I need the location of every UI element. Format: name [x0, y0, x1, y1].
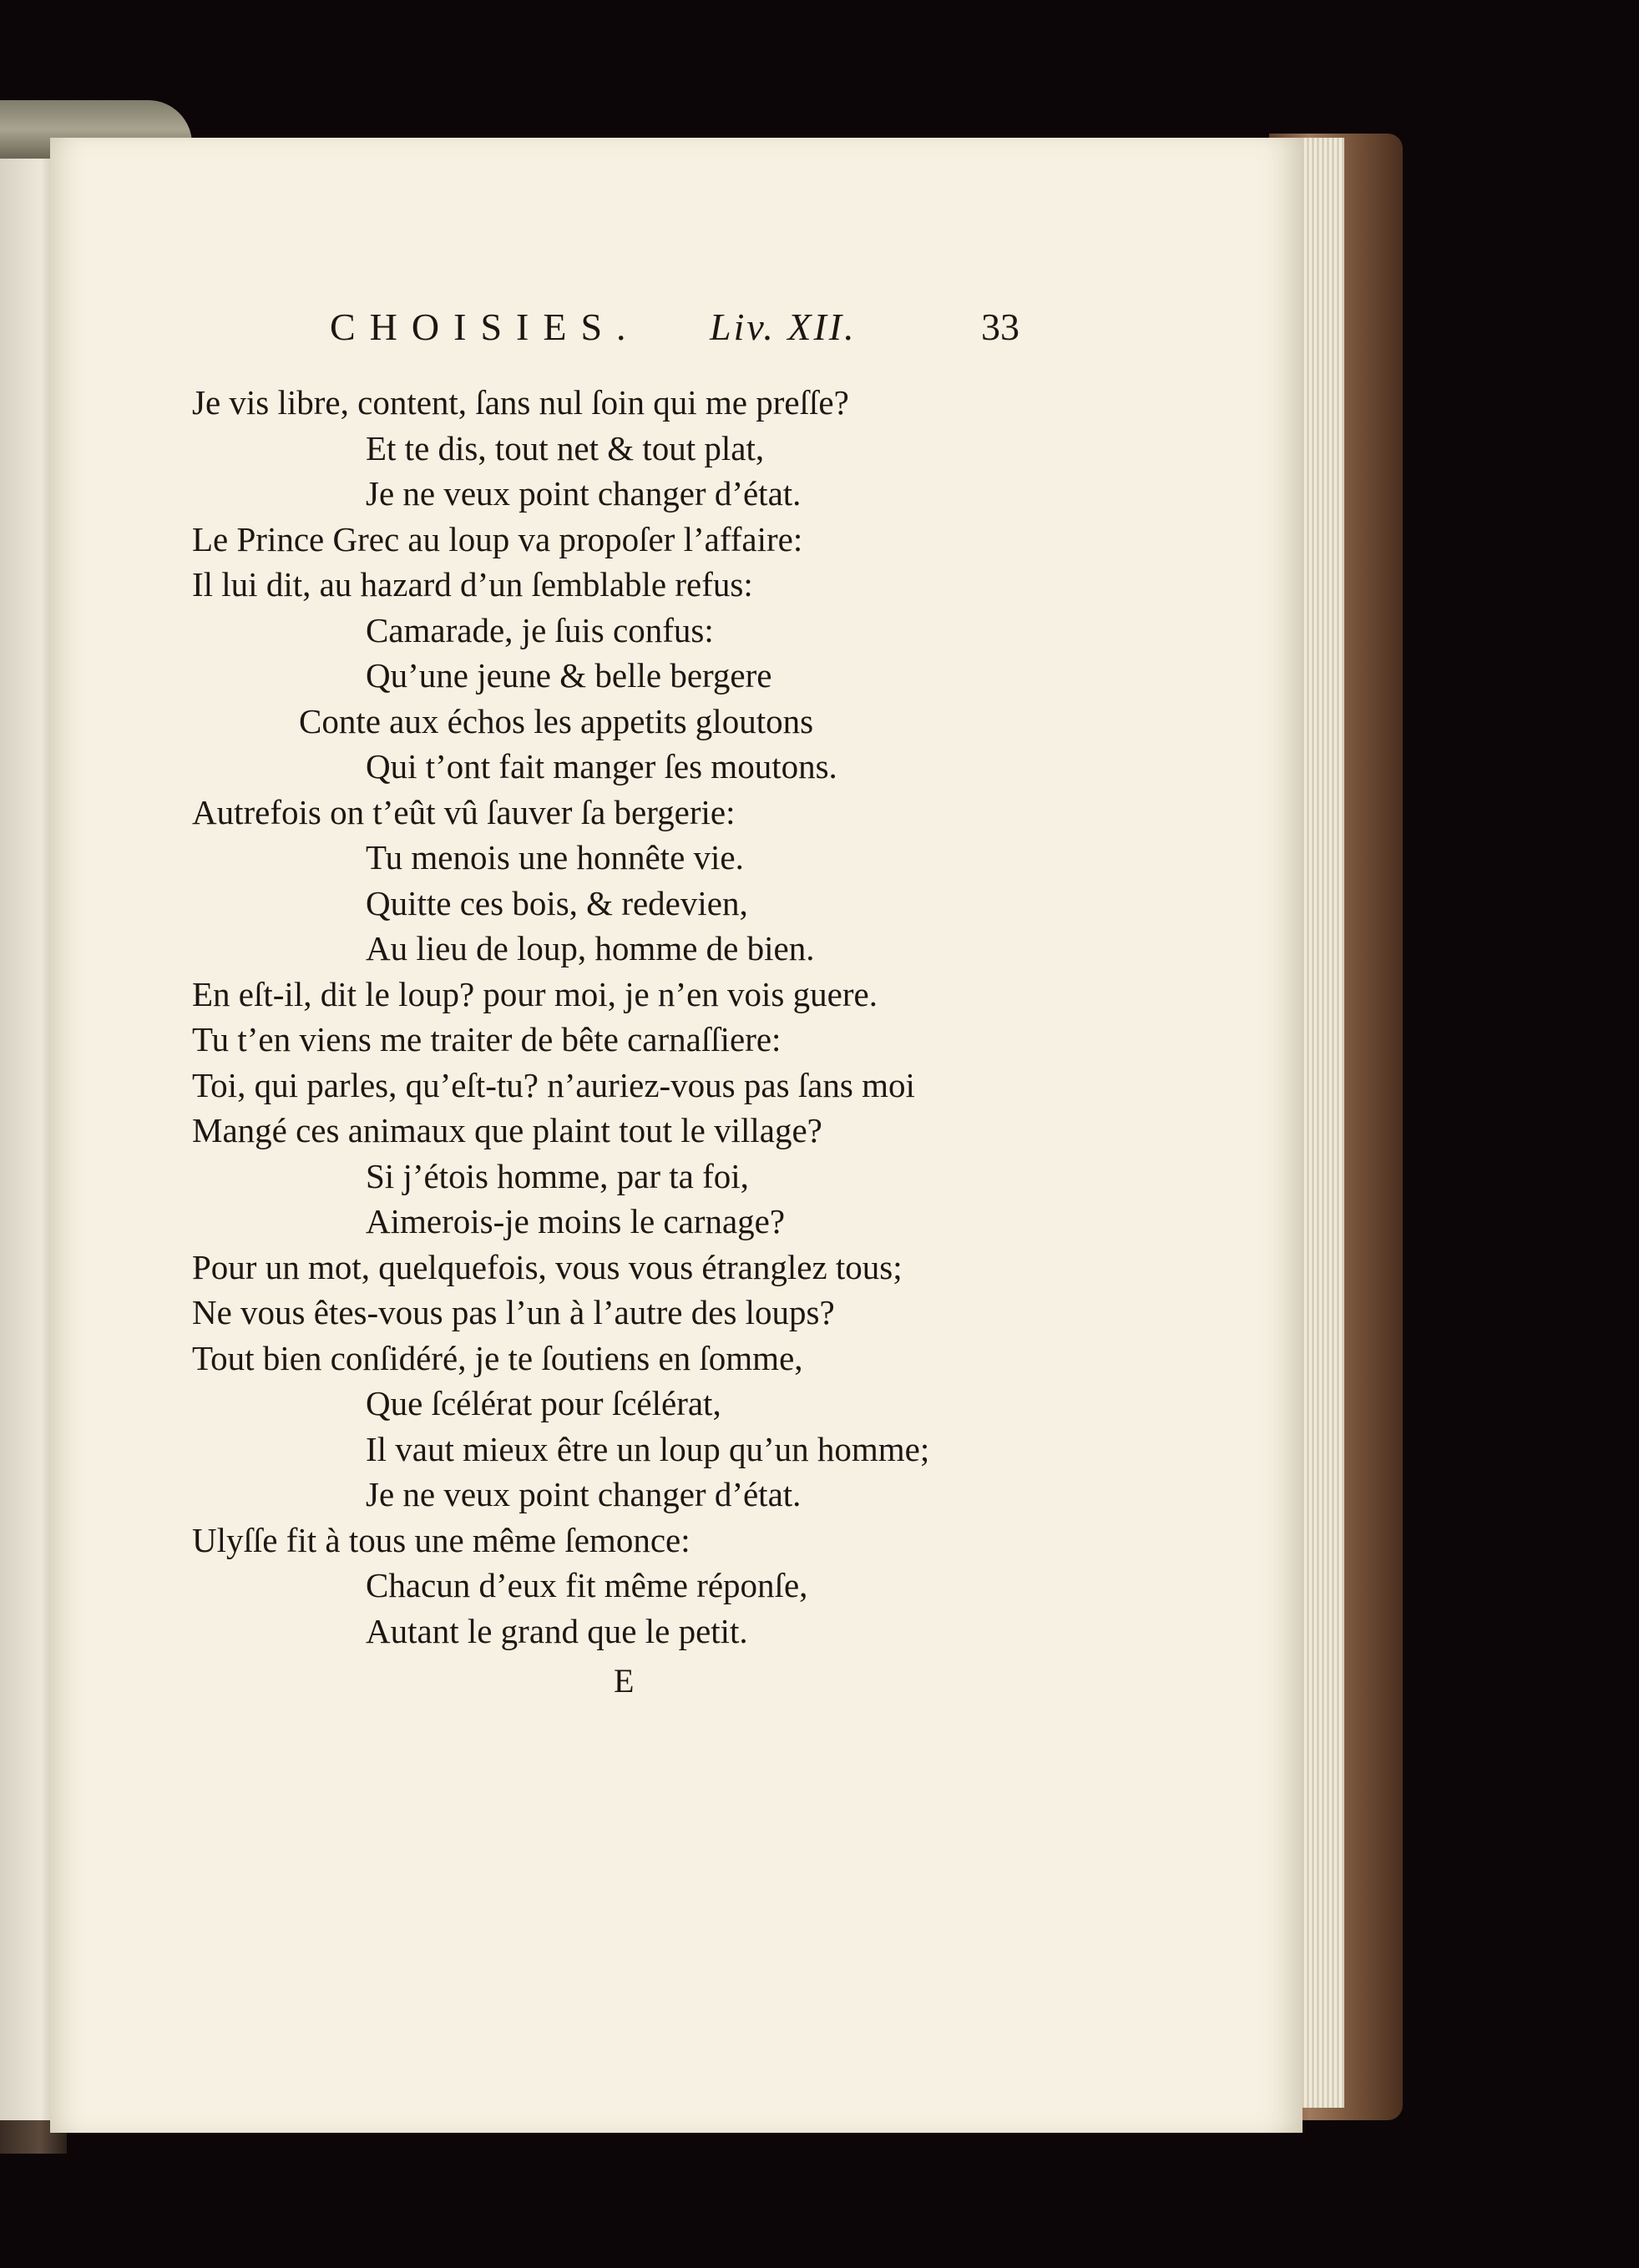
verse-line: Mangé ces animaux que plaint tout le village?	[192, 1111, 822, 1149]
verse-line: Conte aux échos les appetits gloutons	[299, 701, 814, 740]
page-number: 33	[981, 306, 1019, 348]
verse-line: Ne vous êtes-vous pas l’un à l’autre des loups?	[192, 1293, 835, 1331]
verse-line: Et te dis, tout net & tout plat,	[366, 428, 765, 467]
verse-line: Quitte ces bois, & redevien,	[366, 883, 748, 922]
verse-line: Au lieu de loup, homme de bien.	[366, 929, 815, 967]
verse-line: Tu menois une honnête vie.	[366, 838, 744, 876]
verse-line: Autrefois on t’eût vû ſauver ſa bergerie:	[192, 792, 736, 831]
verse-line: Si j’étois homme, par ta foi,	[366, 1156, 749, 1195]
running-head-book: Liv. XII.	[710, 306, 857, 348]
verse-line: Ulyſſe fit à tous une même ſemonce:	[192, 1520, 691, 1559]
verse-line: Il lui dit, au hazard d’un ſemblable refus:	[192, 565, 753, 604]
signature-mark: E	[614, 1662, 635, 1700]
verse-line: Il vaut mieux être un loup qu’un homme;	[366, 1429, 930, 1468]
verse-text	[192, 380, 1060, 1654]
verse-line: Je ne veux point changer d’état.	[366, 474, 802, 513]
verse-line: En eſt-il, dit le loup? pour moi, je n’en vois guere.	[192, 974, 878, 1013]
verse-line: Autant le grand que le petit.	[366, 1611, 748, 1650]
verse-line: Tout bien conſidéré, je te ſoutiens en ſomme,	[192, 1338, 803, 1377]
verse-line: Le Prince Grec au loup va propoſer l’affaire:	[192, 519, 803, 558]
verse-line: Je vis libre, content, ſans nul ſoin qui me preſſe?	[192, 383, 849, 422]
running-head	[330, 305, 1031, 355]
verse-line: Je ne veux point changer d’état.	[366, 1475, 802, 1513]
verse-line: Tu t’en viens me traiter de bête carnaſſiere:	[192, 1020, 782, 1058]
verse-line: Que ſcélérat pour ſcélérat,	[366, 1384, 721, 1422]
verse-line: Aimerois-je moins le carnage?	[366, 1202, 786, 1240]
verse-line: Qu’une jeune & belle bergere	[366, 656, 772, 695]
verse-line: Pour un mot, quelquefois, vous vous étranglez tous;	[192, 1247, 903, 1286]
verse-line: Toi, qui parles, qu’eſt-tu? n’auriez-vous pas ſans moi	[192, 1065, 915, 1104]
verse-line: Qui t’ont fait manger ſes moutons.	[366, 747, 837, 785]
verse-line: Chacun d’eux fit même réponſe,	[366, 1566, 808, 1604]
running-head-title: CHOISIES.	[330, 306, 640, 348]
verse-line: Camarade, je ſuis confus:	[366, 610, 714, 649]
